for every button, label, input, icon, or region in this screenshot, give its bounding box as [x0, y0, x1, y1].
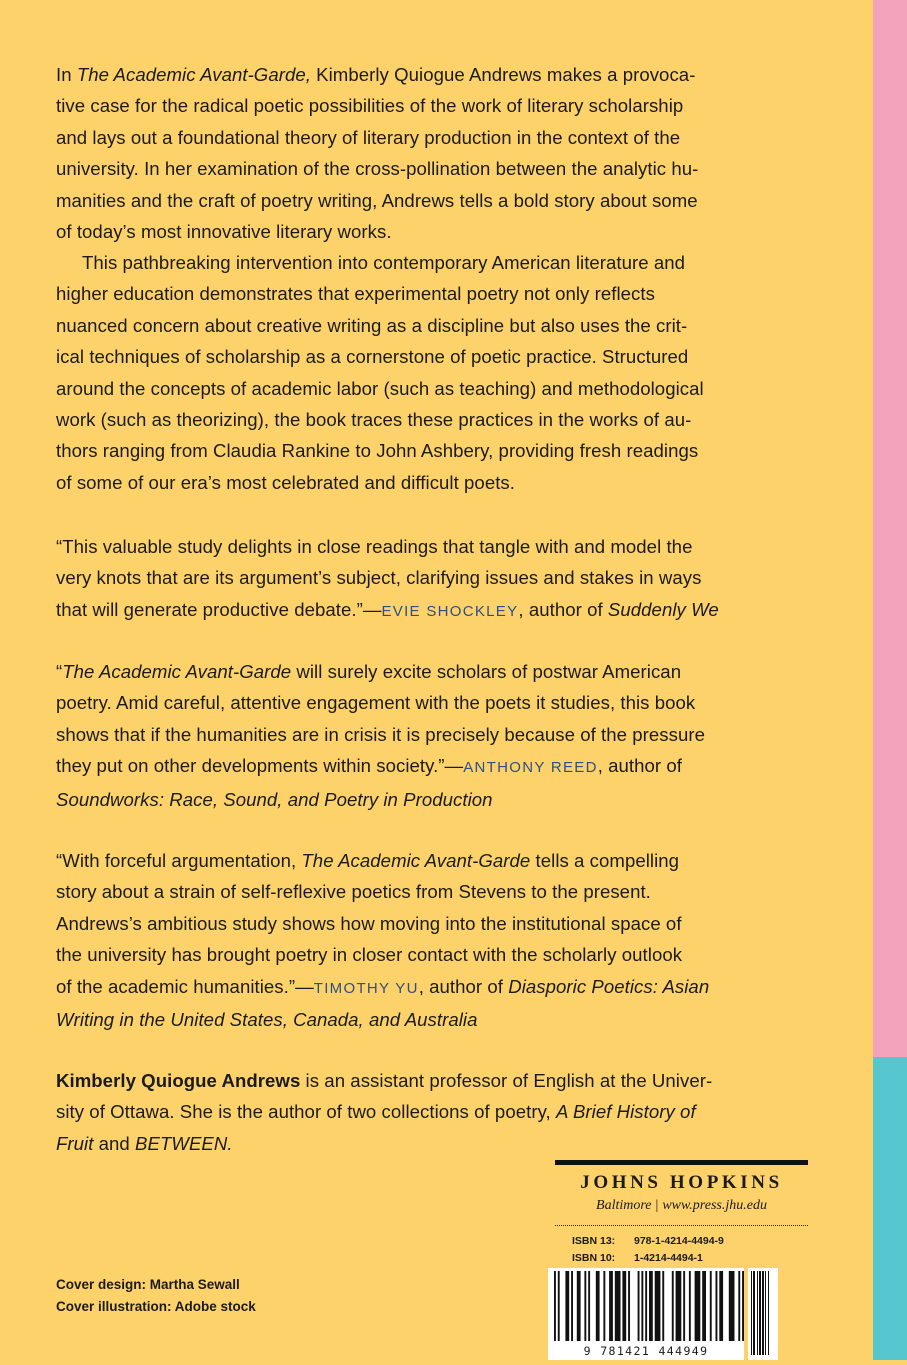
barcode-bar [765, 1271, 766, 1355]
barcode-bar [645, 1271, 647, 1341]
cover-illustration-credit: Cover illustration: Adobe stock [56, 1298, 256, 1314]
barcode-bar [622, 1271, 626, 1341]
barcode-bar [641, 1271, 643, 1341]
barcode-bar [702, 1271, 706, 1341]
barcode-bar [672, 1271, 674, 1341]
publisher-city: Baltimore [596, 1198, 652, 1213]
barcode-digits: 9 781421 444949 [583, 1344, 709, 1358]
blurb-author-name: EVIE SHOCKLEY [381, 602, 519, 620]
blurb-reed: “The Academic Avant-Garde will surely excite scholars of postwar American poetry. Amid careful, attentive engagement with the poets it studies, this book shows that if the humanities are in crisis it is precisely because of the pressure they put on other developments within society.”—ANTHONY REED, author of Soundworks: Race, Sound, and Poetry in Production [56, 661, 705, 810]
barcode-bar [710, 1271, 712, 1341]
blurb-yu: “With forceful argumentation, The Academic Avant-Garde tells a compelling story about a strain of self-reflexive poetics from Stevens to the present. Andrews’s ambitious study shows how moving into the institutional space of the university has brought poetry in closer contact with the scholarly outlook of the academic humanities.”—TIMOTHY YU, author of Diasporic Poetics: Asian Writing in the United States, Canada, and Australia [56, 850, 710, 1031]
isbn-10: 1-4214-4494-1 [634, 1252, 703, 1264]
teal-edge-stripe [873, 1057, 907, 1360]
cover-design-credit: Cover design: Martha Sewall [56, 1277, 240, 1292]
barcode-bar [596, 1271, 600, 1341]
isbn-13: 978-1-4214-4494-9 [634, 1235, 724, 1247]
barcode-bar [588, 1271, 590, 1341]
pink-edge-stripe [873, 0, 907, 1057]
barcode-bar [742, 1271, 744, 1341]
barcode-bar [695, 1271, 701, 1341]
barcode-bar [558, 1271, 560, 1341]
publisher-subline: Baltimore | www.press.jhu.edu [596, 1198, 767, 1213]
book-title: The Academic Avant-Garde, [76, 64, 311, 85]
publisher-logo [555, 1160, 808, 1226]
barcode-bar [603, 1271, 605, 1341]
isbn-block: ISBN 13: 978-1-4214-4494-9 ISBN 10: 1-4214-4494-1 [572, 1235, 724, 1264]
barcode-bar [762, 1271, 764, 1355]
blurb-author-book: Soundworks: Race, Sound, and Poetry in Production [56, 788, 493, 810]
logo-top-rule [555, 1160, 808, 1165]
barcode-bar [753, 1271, 755, 1355]
blurb-author-book: Diasporic Poetics: Asian [508, 975, 710, 997]
barcode-bar [649, 1271, 653, 1341]
barcode-bar [609, 1271, 613, 1341]
barcode-bar [751, 1271, 752, 1355]
barcode-bar [554, 1271, 556, 1341]
barcode-bar [683, 1271, 685, 1341]
description-paragraph-2: This pathbreaking intervention into contemporary American literature and higher education demonstrates that experimental poetry not only reflects nuanced concern about creative writing as a discipline but also uses the crit- ical techniques of scholarship as a cornerstone of poetic practice. Structured around the concepts of academic labor (such as teaching) and methodological work (such as theorizing), the book traces these practices in the works of au- thors ranging from Claudia Rankine to John Ashbery, providing fresh readings of some of our era’s most celebrated and difficult poets. [56, 252, 704, 493]
barcode-bar [571, 1271, 573, 1341]
blurb-author-name: TIMOTHY YU [313, 979, 419, 997]
barcode-bar [565, 1271, 569, 1341]
description-paragraph-1: In The Academic Avant-Garde, Kimberly Quiogue Andrews makes a provoca- tive case for the radical poetic possibilities of the work of literary scholarship and lays out a foundational theory of literary production in the context of the university. In her examination of the cross-pollination between the analytic hu- manities and the craft of poetry writing, Andrews tells a bold story about some of today’s most innovative literary works. [56, 64, 699, 243]
barcode-bar [676, 1271, 682, 1341]
barcode-bar [768, 1271, 769, 1355]
blurb-author-name: ANTHONY REED [463, 759, 598, 777]
barcode-bar [628, 1271, 630, 1341]
barcode-bar [638, 1271, 640, 1341]
logo-bottom-rule [555, 1225, 808, 1226]
addon-bars [748, 1268, 778, 1360]
blurb-shockley: “This valuable study delights in close readings that tangle with and model the very knots that are its argument’s subject, clarifying issues and stakes in ways that will generate productive debate.”—EVIE SHOCKLEY, author of Suddenly We [56, 536, 719, 620]
barcode [548, 1268, 744, 1360]
blurb-author-book: Suddenly We [607, 598, 719, 620]
barcode-bar [662, 1271, 664, 1341]
barcode-bar [577, 1271, 581, 1341]
barcode-bar [738, 1271, 740, 1341]
author-bio: Kimberly Quiogue Andrews is an assistant professor of English at the Univer- sity of Ottawa. She is the author of two collections of poetry, A Brief History of Fruit and BETWEEN. [56, 1070, 713, 1154]
barcode-bar [719, 1271, 723, 1341]
barcode-bar [655, 1271, 661, 1341]
author-name: Kimberly Quiogue Andrews [56, 1070, 301, 1091]
barcode-bars [548, 1268, 744, 1346]
price-addon-barcode [748, 1268, 778, 1360]
barcode-bar [729, 1271, 735, 1341]
publisher-url: www.press.jhu.edu [662, 1198, 767, 1213]
barcode-bar [584, 1271, 586, 1341]
barcode-bar [615, 1271, 621, 1341]
barcode-bar [759, 1271, 761, 1355]
barcode-bar [716, 1271, 718, 1341]
cover-credits [56, 1274, 256, 1317]
barcode-bar [757, 1271, 758, 1355]
barcode-bar [689, 1271, 691, 1341]
publisher-name: JOHNS HOPKINS [580, 1172, 783, 1193]
